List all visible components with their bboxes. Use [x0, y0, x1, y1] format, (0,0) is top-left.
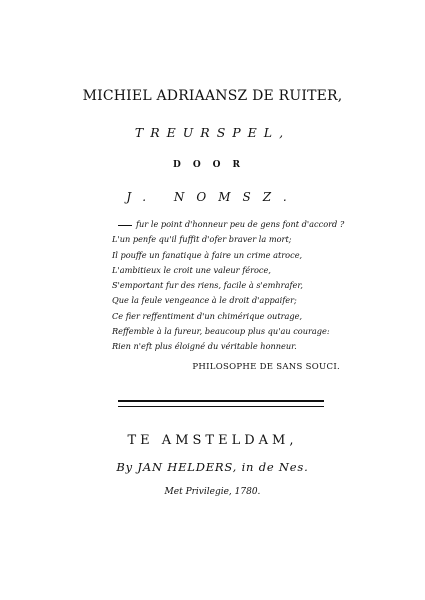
by-line: DOOR — [173, 160, 252, 170]
epigraph-line-6: Que la feule vengeance à le droit d'appaifer; — [112, 295, 297, 306]
epigraph-line-3: Il pouffe un fanatique à faire un crime atroce, — [112, 249, 303, 260]
em-dash — [118, 225, 132, 226]
author-name: J. NOMSZ. — [126, 190, 299, 204]
imprint-city: TE AMSTELDAM, — [127, 433, 298, 448]
play-title: MICHIEL ADRIAANSZ DE RUITER, — [82, 88, 343, 104]
epigraph-line-9: Rien n'eft plus éloigné du véritable honneur. — [112, 341, 297, 352]
epigraph-line-1: fur le point d'honneur peu de gens font d'accord ? — [112, 217, 392, 232]
imprint-privilege-year: Met Privilegie, 1780. — [164, 487, 261, 497]
epigraph-line-8: Reffemble à la fureur, beaucoup plus qu'au courage: — [112, 326, 330, 337]
epigraph-line-7: Ce fier reffentiment d'un chimérique outrage, — [112, 310, 303, 321]
epigraph-line-2: L'un penfe qu'il fuffit d'ofer braver la mort; — [112, 234, 292, 245]
epigraph-line-4: L'ambitieux le croit une valeur féroce, — [112, 264, 271, 275]
play-genre: TREURSPEL, — [134, 125, 291, 140]
imprint-publisher: By JAN HELDERS, in de Nes. — [116, 460, 309, 474]
epigraph-line-5: S'emportant fur des riens, facile à s'emhrafer, — [112, 280, 303, 291]
epigraph — [112, 217, 392, 355]
epigraph-attribution: PHILOSOPHE DE SANS SOUCI. — [192, 362, 340, 372]
double-rule-divider — [118, 400, 324, 410]
